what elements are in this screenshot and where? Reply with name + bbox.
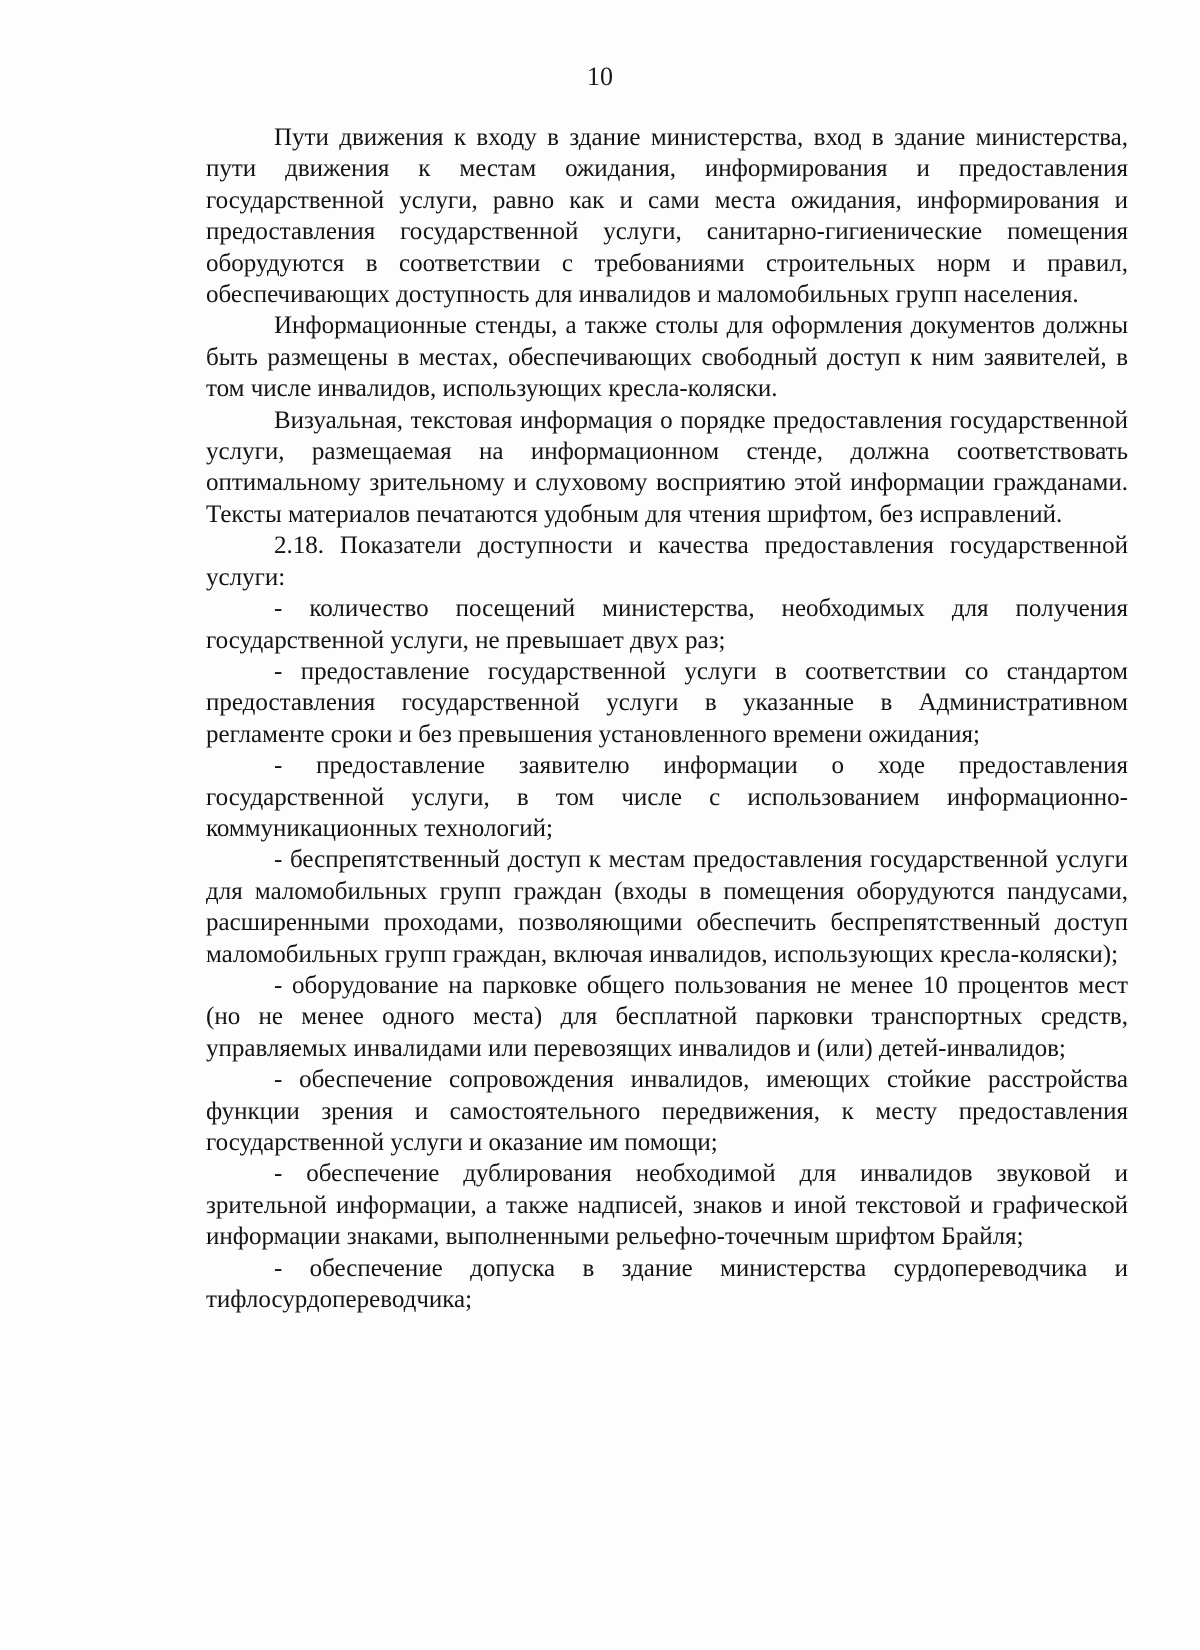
list-item-parking: - оборудование на парковке общего пользования не менее 10 процентов мест (но не менее одного места) для бесплатной парковки транспортных средств, управляемых инвалидами или перевозящих инвалидов и (или) детей-инвалидов; xyxy=(206,971,1128,1062)
list-item-standard-compliance: - предоставление государственной услуги в соответствии со стандартом предоставления государственной услуги в указанные в Административном регламенте сроки и без превышения установленного времени ожидания; xyxy=(206,657,1128,748)
paragraph-information-stands: Информационные стенды, а также столы для оформления документов должны быть размещены в местах, обеспечивающих свободный доступ к ним заявителей, в том числе инвалидов, использующих кресла-коляски. xyxy=(206,312,1128,403)
paragraph-visual-information: Визуальная, текстовая информация о порядке предоставления государственной услуги, размещаемая на информационном стенде, должна соответствовать оптимальному зрительному и слуховому восприятию этой информации гражданами. Тексты материалов печатаются удобным для чтения шрифтом, без исправлений. xyxy=(206,406,1128,528)
list-item-visit-count: - количество посещений министерства, необходимых для получения государственной услуги, не превышает двух раз; xyxy=(206,595,1128,654)
list-item-barrier-free-access: - беспрепятственный доступ к местам предоставления государственной услуги для маломобильных групп граждан (входы в помещения оборудуются пандусами, расширенными проходами, позволяющими обеспечить беспрепятственный доступ маломобильных групп граждан, включая инвалидов, использующих кресла-коляски); xyxy=(206,846,1128,968)
document-body xyxy=(206,122,1128,1315)
list-item-escort: - обеспечение сопровождения инвалидов, имеющих стойкие расстройства функции зрения и самостоятельного передвижения, к месту предоставления государственной услуги и оказание им помощи; xyxy=(206,1066,1128,1156)
paragraph-access-paths: Пути движения к входу в здание министерства, вход в здание министерства, пути движения к местам ожидания, информирования и предоставления государственной услуги, равно как и сами места ожидания, информирования и предоставления государственной услуги, санитарно-гигиенические помещения оборудуются в соответствии с требованиями строительных норм и правил, обеспечивающих доступность для инвалидов и маломобильных групп населения. xyxy=(206,124,1128,309)
list-item-interpreter-admission: - обеспечение допуска в здание министерства сурдопереводчика и тифлосурдопереводчика; xyxy=(206,1254,1128,1314)
paragraph-section-2-18: 2.18. Показатели доступности и качества предоставления государственной услуги: xyxy=(206,532,1128,591)
list-item-progress-information: - предоставление заявителю информации о ходе предоставления государственной услуги, в том числе с использованием информационно-коммуникационных технологий; xyxy=(206,752,1128,842)
page-number: 10 xyxy=(587,62,613,91)
list-item-braille-duplication: - обеспечение дублирования необходимой для инвалидов звуковой и зрительной информации, а также надписей, знаков и иной текстовой и графической информации знаками, выполненными рельефно-точечным шрифтом Брайля; xyxy=(206,1160,1128,1251)
